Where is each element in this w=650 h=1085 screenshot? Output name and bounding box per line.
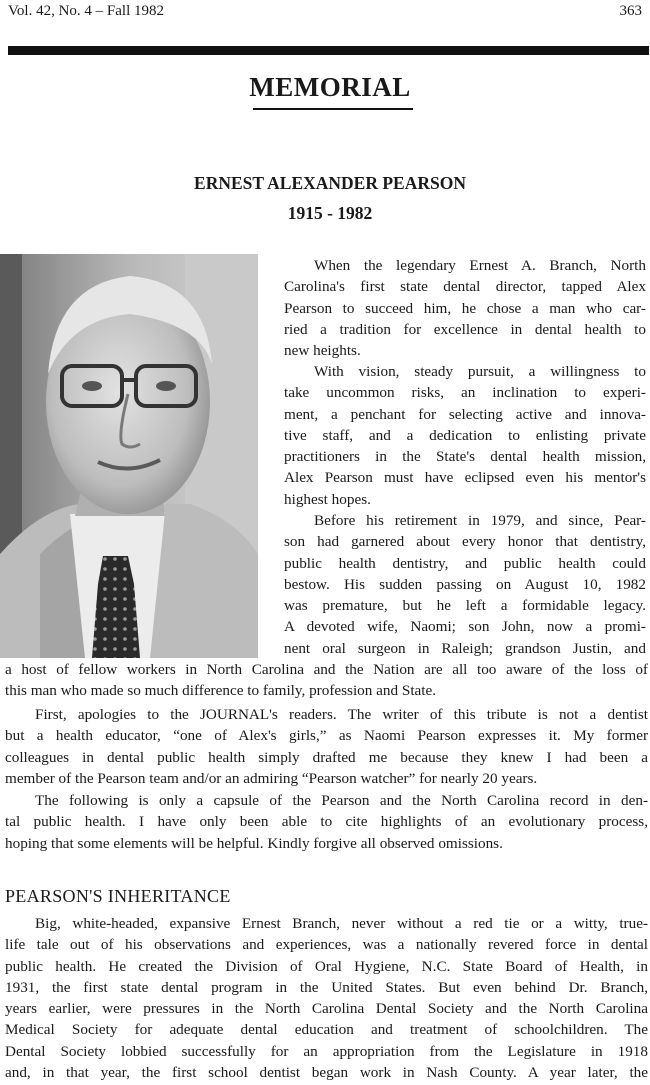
paragraph-line: new heights. [284,342,361,359]
running-header [8,2,642,22]
paragraph-line: With vision, steady pursuit, a willingness to [314,363,646,380]
title-underline [253,108,413,110]
paragraph-line: years earlier, were pressures in the North Carolina Dental Society and the North Carolina [5,1000,648,1017]
paragraph-line: Carolina's first state dental director, tapped Alex [284,278,646,296]
paragraph-line: Pearson to succeed him, he chose a man who car- [284,299,646,317]
paragraph-line: nent oral surgeon in Raleigh; grandson Justin, and [284,639,646,657]
page-number: 363 [619,3,642,19]
paragraph-line: member of the Pearson team and/or an admiring “Pearson watcher” for nearly 20 years. [5,769,538,787]
paragraph-line: Dental Society lobbied successfully for an appropriation from the Legislature in 1918 [5,1042,648,1060]
paragraph-line: Before his retirement in 1979, and since, Pear- [314,512,646,529]
section-title: MEMORIAL [249,72,411,102]
paragraph-2 [284,361,646,510]
paragraph-line: tal public health. I have only been able to cite highlights of an evolutionary process, [5,813,648,831]
paragraph-line: ried a tradition for excellence in dental health to [284,320,646,338]
paragraph-3 [284,510,646,659]
paragraph-line: was premature, but he left a formidable legacy. [284,597,646,614]
portrait-photo [0,254,258,658]
paragraph-line: take uncommon risks, an inclination to experi- [284,384,646,402]
paragraph-line: Medical Society for adequate dental education and treatment of schoolchildren. The [5,1021,648,1039]
paragraph-line: colleagues in dental public health simply drafted me because they knew I had been a [5,748,648,766]
paragraph-line: highest hopes. [284,490,371,508]
paragraph-line: 1931, the first state dental program in the United States. But even behind Dr. Branch, [5,978,648,996]
paragraph-4 [5,704,648,789]
paragraph-line: a host of fellow workers in North Carolina and the Nation are all too aware of the loss of [5,661,648,678]
paragraph-line: Alex Pearson must have eclipsed even his mentor's [284,469,646,487]
paragraph-line: The following is only a capsule of the Pearson and the North Carolina record in den- [35,792,648,809]
paragraph-line: Big, white-headed, expansive Ernest Branch, never without a red tie or a witty, true- [35,915,648,932]
lifespan: 1915 - 1982 [287,203,373,223]
person-name: ERNEST ALEXANDER PEARSON [194,173,466,193]
paragraph-line: ment, a penchant for selecting active and innova- [284,405,646,423]
paragraph-6 [5,913,648,1083]
paragraph-line: public health. He created the Division of Oral Hygiene, N.C. State Board of Health, in [5,957,648,975]
paragraph-1 [284,255,646,361]
paragraph-line: First, apologies to the JOURNAL's readers. The writer of this tribute is not a dentist [35,706,648,723]
paragraph-line: this man who made so much difference to family, profession and State. [5,682,437,700]
paragraph-line: practitioners in the State's dental health mission, [284,448,646,465]
paragraph-line: tive staff, and a dedication to enlisting private [284,426,646,444]
paragraph-line: When the legendary Ernest A. Branch, North [314,257,646,274]
paragraph-line: and, in that year, the first school dentist began work in Nash County. A year later, the [5,1063,648,1081]
paragraph-line: public health dentistry, and public health could [284,554,646,572]
header-rule [8,46,649,55]
paragraph-line: A devoted wife, Naomi; son John, now a promi- [284,618,646,636]
paragraph-5 [5,790,648,854]
paragraph-line: son had garnered about every honor that dentistry, [284,533,646,551]
paragraph-line: bestow. His sudden passing on August 10, 1982 [284,575,646,593]
portrait-image [0,254,258,658]
paragraph-line: hoping that some elements will be helpful. Kindly forgive all observed omissions. [5,834,503,852]
paragraph-line: life tale out of his observations and experiences, was a nationally revered force in dental [5,936,648,954]
paragraph-3-continued [5,659,648,702]
journal-issue: Vol. 42, No. 4 – Fall 1982 [8,3,164,19]
subheading: PEARSON'S INHERITANCE [5,886,231,906]
paragraph-line: but a health educator, “one of Alex's girls,” as Naomi Pearson expresses it. My former [5,727,648,745]
